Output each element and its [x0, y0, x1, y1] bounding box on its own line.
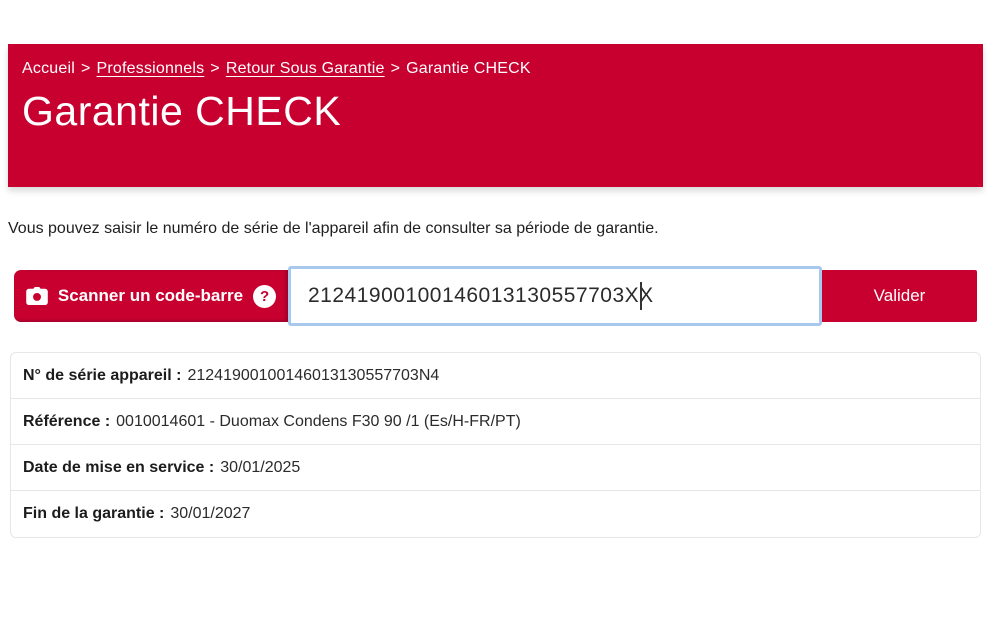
page-title: Garantie CHECK [22, 88, 342, 134]
scan-barcode-label: Scanner un code-barre [57, 286, 244, 305]
row-label: Date de mise en service : [23, 458, 215, 476]
help-icon[interactable]: ? [253, 285, 276, 308]
table-row-reference [11, 399, 980, 445]
row-value: 30/01/2027 [170, 505, 251, 522]
row-value: 21241900100146013130557703N4 [187, 366, 440, 384]
breadcrumb-separator: > [80, 60, 91, 77]
breadcrumb-separator: > [210, 60, 220, 77]
breadcrumb-home-link[interactable]: Accueil [22, 60, 75, 77]
camera-icon [26, 287, 48, 305]
breadcrumb [22, 60, 983, 78]
row-value: 30/01/2025 [220, 458, 301, 476]
serial-search-group [14, 266, 977, 326]
intro-text: Vous pouvez saisir le numéro de série de l'appareil afin de consulter sa période de garantie. [8, 220, 659, 237]
scan-barcode-button[interactable] [14, 270, 288, 322]
row-label: N° de série appareil : [23, 366, 182, 384]
breadcrumb-retour-sous-garantie-link[interactable]: Retour Sous Garantie [225, 60, 385, 77]
row-value: 0010014601 - Duomax Condens F30 90 /1 (Es/H-FR/PT) [116, 412, 521, 430]
table-row-serial [11, 353, 980, 399]
text-caret [640, 282, 642, 310]
serial-number-input[interactable] [288, 266, 822, 326]
serial-input-wrap [288, 266, 822, 326]
breadcrumb-professionnels-link[interactable]: Professionnels [96, 60, 205, 77]
row-label: Référence : [23, 412, 111, 430]
warranty-results-table [10, 352, 981, 538]
page-header-banner [8, 44, 983, 187]
breadcrumb-current-page: Garantie CHECK [406, 60, 531, 77]
validate-button[interactable]: Valider [822, 270, 977, 322]
table-row-service-date [11, 445, 980, 491]
table-row-warranty-end [11, 491, 980, 537]
row-label: Fin de la garantie : [23, 505, 165, 522]
breadcrumb-separator: > [390, 60, 401, 77]
